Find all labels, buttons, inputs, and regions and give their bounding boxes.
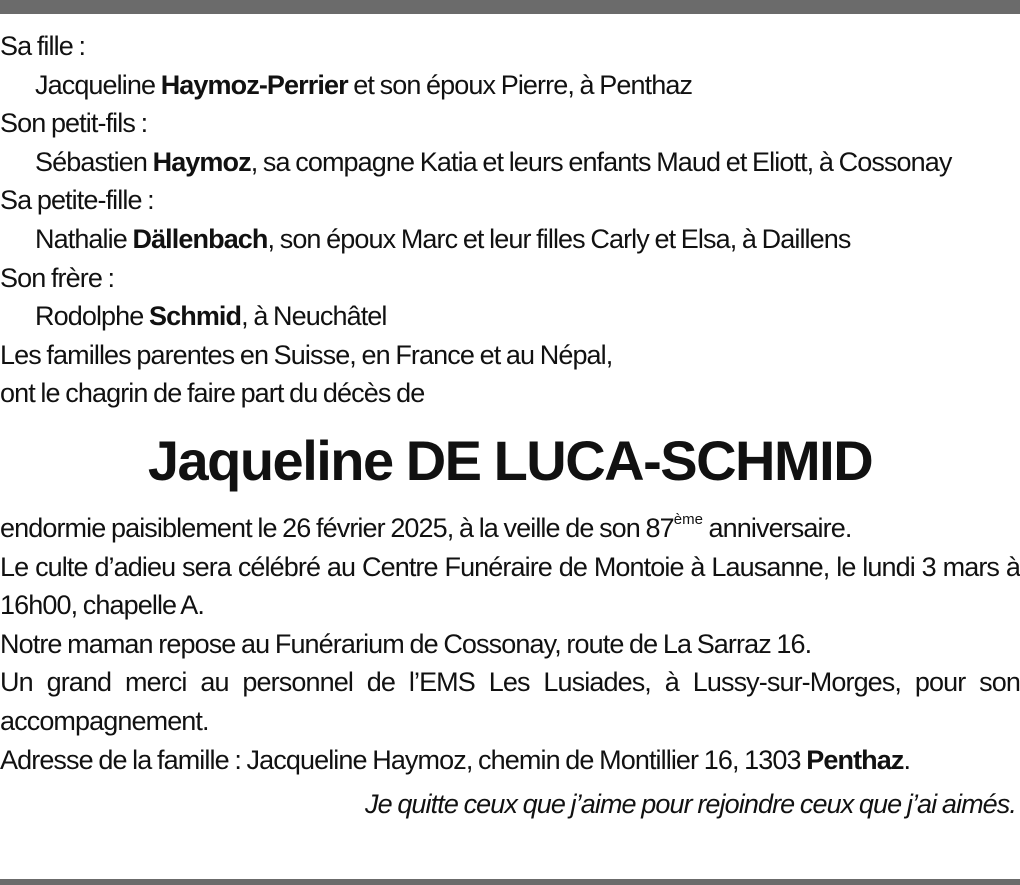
relative-heading-granddaughter: Sa petite-fille : [0, 185, 154, 216]
address-town: Penthaz [806, 744, 904, 775]
relative-heading-grandson: Son petit-fils : [0, 108, 148, 139]
relative-surname: Dällenbach [132, 223, 268, 254]
ceremony-paragraph: Le culte d’adieu sera célébré au Centre Funéraire de Montoie à Lausanne, le lundi 3 mars à 16h00, chapelle A. [0, 551, 1020, 621]
obituary-notice [0, 27, 1020, 824]
closing-quote: Je quitte ceux que j’aime pour rejoindre ceux que j’ai aimés. [365, 789, 1016, 820]
relative-heading-daughter: Sa fille : [0, 31, 86, 61]
death-line: endormie paisiblement le 26 février 2025, à la veille de son 87ème anniversaire. [0, 510, 852, 543]
deceased-name: Jaqueline DE LUCA-SCHMID [147, 428, 873, 492]
relative-entry-granddaughter: Nathalie Dällenbach, son époux Marc et leur filles Carly et Elsa, à Daillens [35, 223, 851, 254]
families-line: Les familles parentes en Suisse, en France et au Népal, [0, 339, 613, 370]
relative-surname: Schmid [149, 301, 242, 332]
rest-place-line: Notre maman repose au Funérarium de Cossonay, route de La Sarraz 16. [0, 628, 812, 659]
relative-entry-grandson: Sébastien Haymoz, sa compagne Katia et leurs enfants Maud et Eliott, à Cossonay [35, 146, 952, 177]
top-rule [0, 0, 1020, 14]
relative-heading-brother: Son frère : [0, 262, 115, 293]
family-address: Adresse de la famille : Jacqueline Haymoz, chemin de Montillier 16, 1303 Penthaz. [0, 744, 911, 775]
bottom-rule [0, 879, 1020, 885]
relative-surname: Haymoz [152, 146, 251, 177]
relative-entry-brother: Rodolphe Schmid, à Neuchâtel [35, 301, 387, 332]
relative-surname: Haymoz-Perrier [160, 69, 348, 100]
ordinal-superscript: ème [673, 510, 703, 528]
thanks-paragraph: Un grand merci au personnel de l’EMS Les Lusiades, à Lussy-sur-Morges, pour son accompagnement. [0, 667, 1020, 736]
relative-entry-daughter: Jacqueline Haymoz-Perrier et son époux Pierre, à Penthaz [35, 69, 693, 100]
announcement-line: ont le chagrin de faire part du décès de [0, 378, 425, 409]
